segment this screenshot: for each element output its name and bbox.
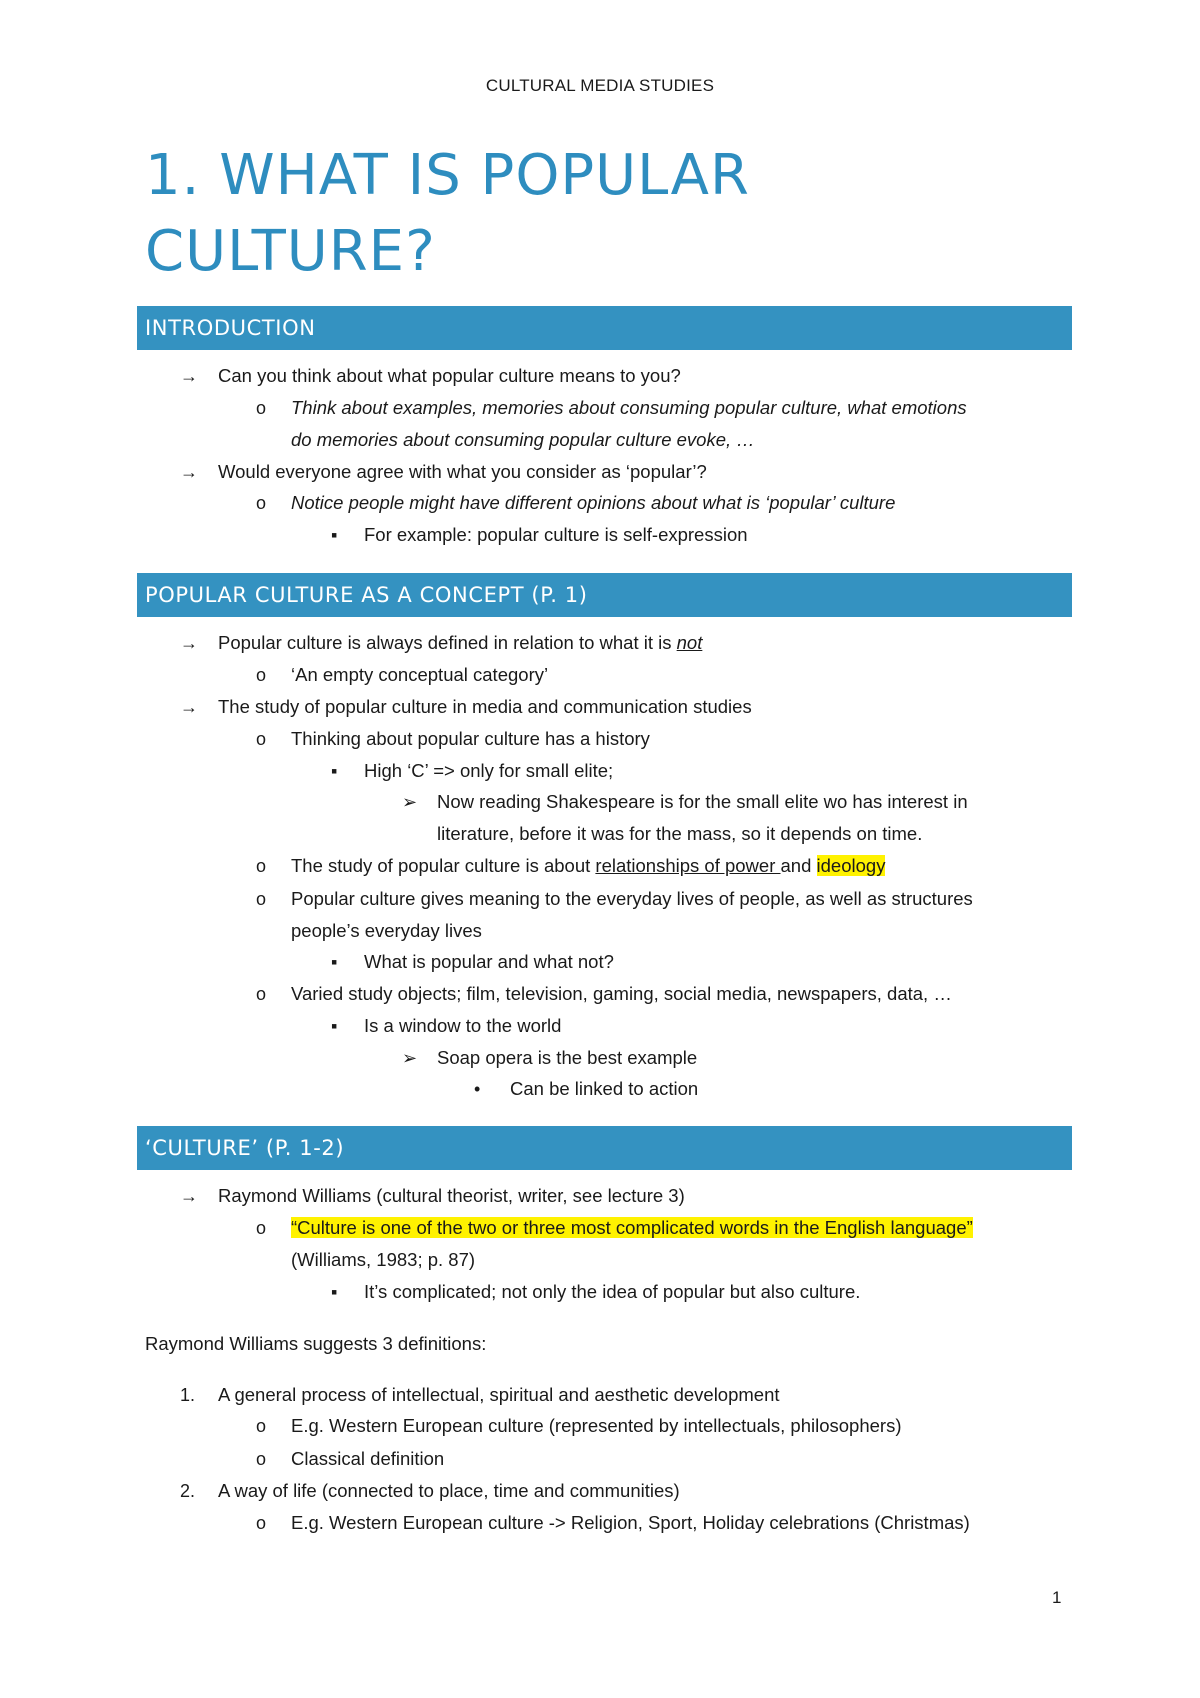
number-marker: 2. bbox=[180, 1481, 196, 1501]
section-heading-introduction: INTRODUCTION bbox=[137, 306, 1072, 350]
list-item: It’s complicated; not only the idea of popular but also culture. bbox=[364, 1281, 861, 1302]
numbered-item: A way of life (connected to place, time and communities) bbox=[218, 1480, 680, 1501]
arrow-bullet: → bbox=[180, 633, 198, 653]
circle-bullet: o bbox=[256, 1513, 267, 1533]
square-bullet: ▪ bbox=[331, 1282, 338, 1302]
list-item: Soap opera is the best example bbox=[437, 1047, 698, 1068]
circle-bullet: o bbox=[256, 1416, 267, 1436]
arrow-bullet: → bbox=[180, 366, 198, 386]
list-item: E.g. Western European culture (represented by intellectuals, philosophers) bbox=[291, 1415, 902, 1436]
list-item: Would everyone agree with what you consider as ‘popular’? bbox=[218, 461, 707, 482]
list-item: Now reading Shakespeare is for the small elite wo has interest in bbox=[437, 791, 968, 812]
paragraph: Raymond Williams suggests 3 definitions: bbox=[145, 1333, 487, 1354]
circle-bullet: o bbox=[256, 889, 267, 909]
arrow-bullet: → bbox=[180, 1186, 198, 1206]
emphasis-text: not bbox=[676, 632, 703, 653]
section-heading-concept: POPULAR CULTURE AS A CONCEPT (P. 1) bbox=[137, 573, 1072, 617]
title-line-2: CULTURE? bbox=[145, 219, 436, 284]
list-item-continuation: literature, before it was for the mass, so it depends on time. bbox=[437, 823, 923, 844]
list-item-continuation: do memories about consuming popular culture evoke, … bbox=[291, 429, 755, 450]
list-item: ‘An empty conceptual category’ bbox=[291, 664, 549, 685]
page-title bbox=[145, 138, 750, 290]
square-bullet: ▪ bbox=[331, 761, 338, 781]
number-marker: 1. bbox=[180, 1385, 196, 1405]
underlined-text: relationships of power bbox=[595, 855, 781, 876]
text-run: Popular culture is always defined in relation to what it is bbox=[218, 632, 677, 653]
circle-bullet: o bbox=[256, 1449, 267, 1469]
text-run: The study of popular culture is about bbox=[291, 855, 596, 876]
circle-bullet: o bbox=[256, 729, 267, 749]
list-item: The study of popular culture in media and communication studies bbox=[218, 696, 752, 717]
list-item: Can be linked to action bbox=[510, 1078, 699, 1099]
page-number: 1 bbox=[1052, 1588, 1062, 1607]
text-run: and bbox=[780, 855, 817, 876]
list-item bbox=[291, 854, 885, 878]
list-item: Popular culture gives meaning to the everyday lives of people, as well as structures bbox=[291, 888, 973, 909]
circle-bullet: o bbox=[256, 398, 267, 418]
list-item: What is popular and what not? bbox=[364, 951, 614, 972]
square-bullet: ▪ bbox=[331, 952, 338, 972]
list-item: Notice people might have different opinions about what is ‘popular’ culture bbox=[291, 492, 896, 513]
dot-bullet: • bbox=[474, 1079, 481, 1099]
chevron-bullet: ➢ bbox=[402, 1048, 418, 1068]
square-bullet: ▪ bbox=[331, 1016, 338, 1036]
list-item-continuation: people’s everyday lives bbox=[291, 920, 482, 941]
list-item: Is a window to the world bbox=[364, 1015, 562, 1036]
square-bullet: ▪ bbox=[331, 525, 338, 545]
list-item: For example: popular culture is self-expression bbox=[364, 524, 748, 545]
title-line-1: 1. WHAT IS POPULAR bbox=[145, 143, 750, 208]
list-item: E.g. Western European culture -> Religion, Sport, Holiday celebrations (Christmas) bbox=[291, 1512, 970, 1533]
running-header: CULTURAL MEDIA STUDIES bbox=[485, 76, 715, 95]
list-item: Varied study objects; film, television, gaming, social media, newspapers, data, … bbox=[291, 983, 952, 1004]
list-item bbox=[291, 1216, 973, 1240]
numbered-item: A general process of intellectual, spiritual and aesthetic development bbox=[218, 1384, 780, 1405]
highlighted-text: ideology bbox=[816, 855, 886, 876]
circle-bullet: o bbox=[256, 665, 267, 685]
list-item: High ‘C’ => only for small elite; bbox=[364, 760, 614, 781]
list-item-continuation: (Williams, 1983; p. 87) bbox=[291, 1249, 476, 1270]
chevron-bullet: ➢ bbox=[402, 792, 418, 812]
list-item bbox=[218, 631, 702, 655]
circle-bullet: o bbox=[256, 493, 267, 513]
list-item: Think about examples, memories about consuming popular culture, what emotions bbox=[291, 397, 967, 418]
list-item: Can you think about what popular culture means to you? bbox=[218, 365, 681, 386]
highlighted-quote: “Culture is one of the two or three most complicated words in the English language” bbox=[291, 1217, 973, 1238]
circle-bullet: o bbox=[256, 856, 267, 876]
arrow-bullet: → bbox=[180, 697, 198, 717]
circle-bullet: o bbox=[256, 1218, 267, 1238]
circle-bullet: o bbox=[256, 984, 267, 1004]
arrow-bullet: → bbox=[180, 462, 198, 482]
list-item: Thinking about popular culture has a history bbox=[291, 728, 650, 749]
section-heading-culture: ‘CULTURE’ (P. 1-2) bbox=[137, 1126, 1072, 1170]
list-item: Classical definition bbox=[291, 1448, 445, 1469]
list-item: Raymond Williams (cultural theorist, writer, see lecture 3) bbox=[218, 1185, 685, 1206]
